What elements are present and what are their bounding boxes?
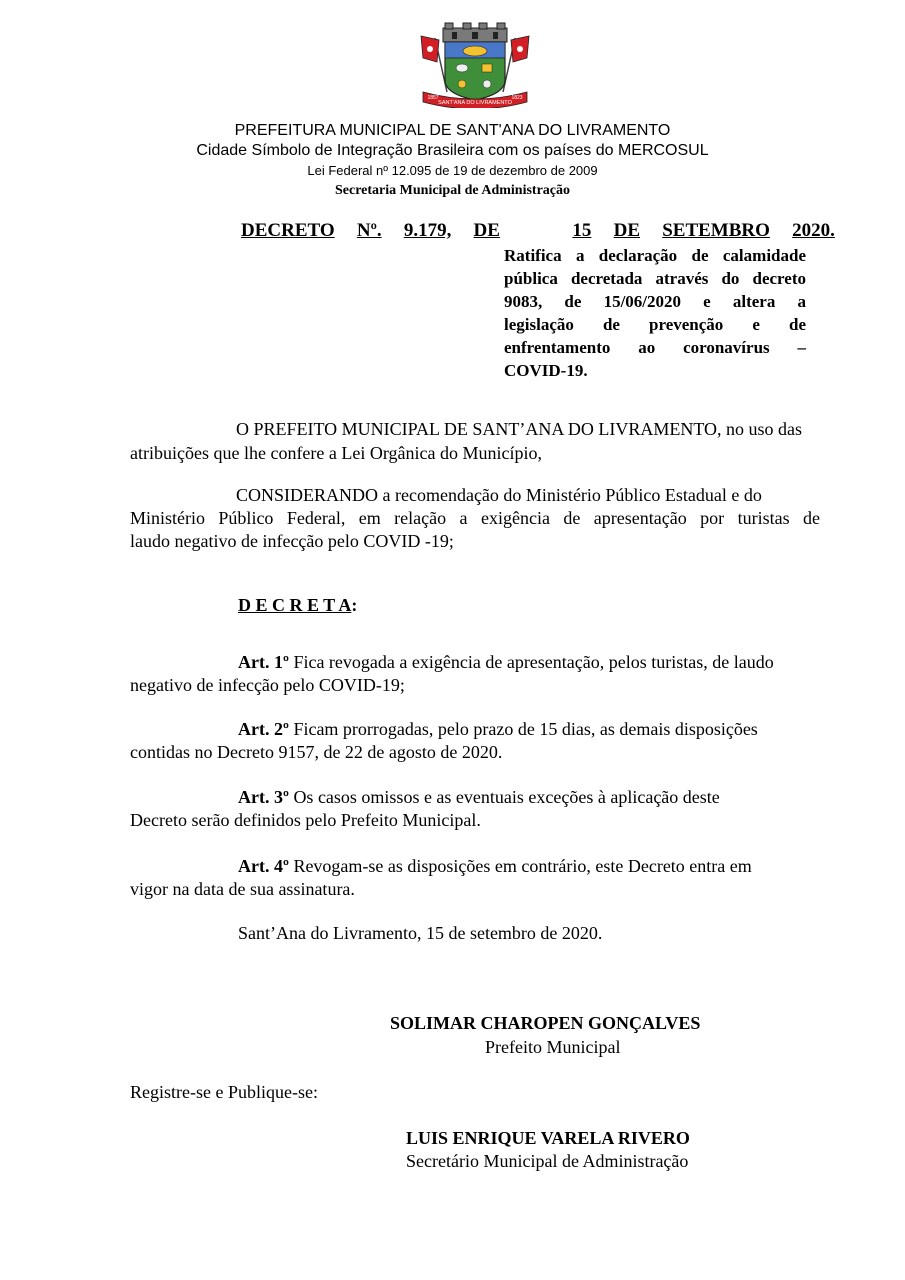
ementa-line: Ratifica a declaração de calamidade: [504, 246, 806, 265]
decreta-colon: :: [351, 595, 358, 615]
decree-title-word: SETEMBRO: [662, 220, 770, 241]
decree-title-word: 2020.: [792, 220, 835, 241]
place-date: Sant’Ana do Livramento, 15 de setembro de 2020.: [238, 923, 603, 943]
decree-title-word: DECRETO: [241, 220, 335, 241]
coat-of-arms-icon: [415, 22, 535, 108]
emblem-ribbon-text: SANT'ANA DO LIVRAMENTO: [438, 100, 512, 106]
article-text: Os casos omissos e as eventuais exceções à aplicação deste: [288, 787, 720, 807]
emblem-year-right: 1823: [511, 95, 523, 101]
article-label: Art. 4º: [238, 856, 289, 876]
article-1: [238, 651, 774, 673]
header-line-cidade: Cidade Símbolo de Integração Brasileira com os países do MERCOSUL: [196, 142, 709, 159]
article-text: Revogam-se as disposições em contrário, este Decreto entra em: [288, 856, 752, 876]
emblem-year-left: 1857: [427, 95, 439, 101]
article-label: Art. 1º: [238, 652, 289, 672]
decree-title-word: Nº.: [356, 220, 382, 241]
decreta-heading: [238, 594, 357, 616]
decreta-label: D E C R E T A: [238, 595, 352, 615]
header-line-secretaria: Secretaria Municipal de Administração: [335, 183, 570, 198]
ementa-line: enfrentamento ao coronavírus –: [504, 338, 806, 357]
ementa-line: 9083, de 15/06/2020 e altera a: [504, 292, 806, 311]
article-3: [238, 786, 720, 808]
header-line-lei: Lei Federal nº 12.095 de 19 de dezembro de 2009: [307, 163, 598, 178]
mayor-name: SOLIMAR CHAROPEN GONÇALVES: [390, 1013, 701, 1033]
decree-title-word: 15: [572, 220, 592, 241]
header-line-prefeitura: PREFEITURA MUNICIPAL DE SANT'ANA DO LIVRAMENTO: [234, 122, 671, 139]
preamble-line: O PREFEITO MUNICIPAL DE SANT’ANA DO LIVRAMENTO, no uso das: [236, 419, 803, 439]
article-4-cont: vigor na data de sua assinatura.: [130, 879, 355, 899]
ementa-line: pública decretada através do decreto: [504, 269, 806, 288]
decree-title-word: 9.179,: [403, 220, 452, 241]
article-2: [238, 718, 758, 740]
article-1-cont: negativo de infecção pelo COVID-19;: [130, 675, 405, 695]
ementa-line: COVID-19.: [504, 361, 588, 380]
article-label: Art. 2º: [238, 719, 289, 739]
ementa-line: legislação de prevenção e de: [504, 315, 806, 334]
considerando-line: CONSIDERANDO a recomendação do Ministério Público Estadual e do: [236, 485, 762, 505]
secretary-name: LUIS ENRIQUE VARELA RIVERO: [406, 1128, 690, 1148]
article-3-cont: Decreto serão definidos pelo Prefeito Municipal.: [130, 810, 481, 830]
article-text: Ficam prorrogadas, pelo prazo de 15 dias, as demais disposições: [288, 719, 758, 739]
register-publish: Registre-se e Publique-se:: [130, 1082, 318, 1102]
article-text: Fica revogada a exigência de apresentação, pelos turistas, de laudo: [288, 652, 774, 672]
article-4: [238, 855, 752, 877]
article-2-cont: contidas no Decreto 9157, de 22 de agosto de 2020.: [130, 742, 503, 762]
decree-title-word: DE: [613, 220, 640, 241]
article-label: Art. 3º: [238, 787, 289, 807]
decree-title-word: DE: [473, 220, 500, 241]
decree-ementa: [504, 244, 806, 382]
considerando-line: laudo negativo de infecção pelo COVID -19;: [130, 531, 454, 551]
considerando-line: Ministério Público Federal, em relação a exigência de apresentação por turistas de: [130, 508, 820, 528]
secretary-title: Secretário Municipal de Administração: [406, 1151, 689, 1171]
preamble-line: atribuições que lhe confere a Lei Orgânica do Município,: [130, 443, 543, 463]
mayor-title: Prefeito Municipal: [485, 1037, 621, 1057]
decree-title: [241, 220, 835, 242]
